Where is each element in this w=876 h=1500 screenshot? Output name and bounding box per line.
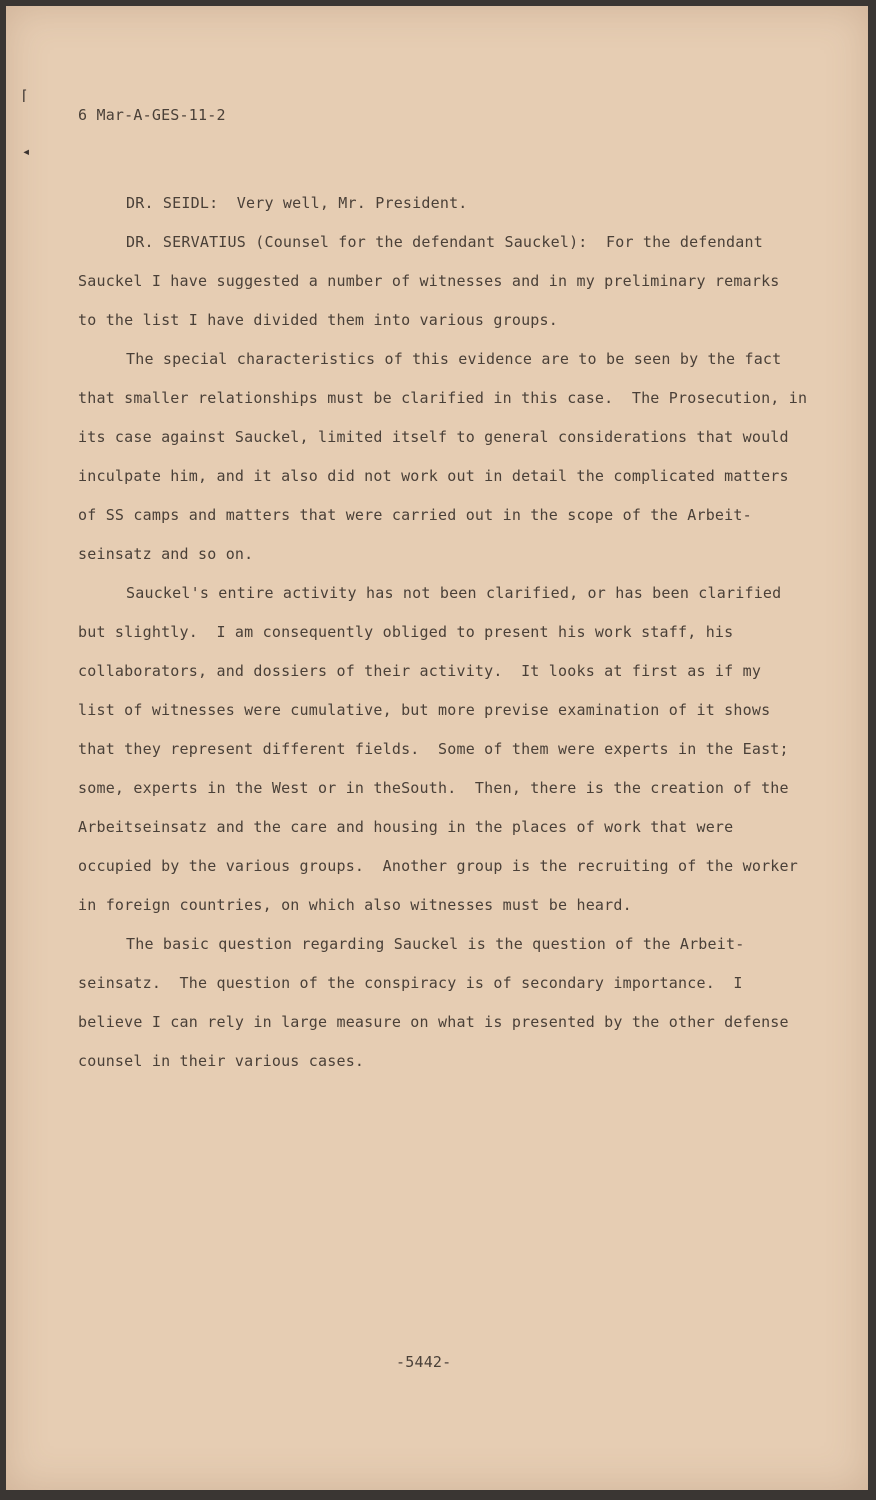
transcript-line: occupied by the various groups. Another group is the recruiting of the worker xyxy=(78,857,798,875)
transcript-paragraph xyxy=(78,340,838,574)
transcript-line: inculpate him, and it also did not work out in detail the complicated matters xyxy=(78,467,789,485)
transcript-line: its case against Sauckel, limited itself to general considerations that would xyxy=(78,428,789,446)
transcript-paragraph xyxy=(78,184,838,223)
margin-dot: ◂ xyxy=(22,144,31,160)
transcript-line: to the list I have divided them into various groups. xyxy=(78,311,558,329)
transcript-paragraph xyxy=(78,925,838,1081)
transcript-line: that they represent different fields. Some of them were experts in the East; xyxy=(78,740,789,758)
document-page xyxy=(6,6,868,1490)
page-number: -5442- xyxy=(396,1353,452,1371)
transcript-line: Sauckel's entire activity has not been clarified, or has been clarified xyxy=(126,584,782,602)
transcript-line: believe I can rely in large measure on what is presented by the other defense xyxy=(78,1013,789,1031)
transcript-line: DR. SEIDL: Very well, Mr. President. xyxy=(126,194,468,212)
transcript-line: The special characteristics of this evidence are to be seen by the fact xyxy=(126,350,782,368)
transcript-line: list of witnesses were cumulative, but more previse examination of it shows xyxy=(78,701,771,719)
transcript-line: that smaller relationships must be clarified in this case. The Prosecution, in xyxy=(78,389,808,407)
transcript-line: in foreign countries, on which also witnesses must be heard. xyxy=(78,896,632,914)
transcript-paragraph xyxy=(78,223,838,340)
transcript-line: some, experts in the West or in theSouth. Then, there is the creation of the xyxy=(78,779,789,797)
transcript-line: The basic question regarding Sauckel is the question of the Arbeit- xyxy=(126,935,745,953)
transcript-body xyxy=(78,184,838,1081)
transcript-line: but slightly. I am consequently obliged to present his work staff, his xyxy=(78,623,734,641)
transcript-line: of SS camps and matters that were carried out in the scope of the Arbeit- xyxy=(78,506,752,524)
margin-mark: ⌈ xyxy=(20,88,29,104)
transcript-line: Arbeitseinsatz and the care and housing in the places of work that were xyxy=(78,818,734,836)
transcript-line: collaborators, and dossiers of their activity. It looks at first as if my xyxy=(78,662,762,680)
transcript-line: DR. SERVATIUS (Counsel for the defendant Sauckel): For the defendant xyxy=(126,233,763,251)
transcript-line: seinsatz and so on. xyxy=(78,545,254,563)
transcript-paragraph xyxy=(78,574,838,925)
document-id: 6 Mar-A-GES-11-2 xyxy=(78,106,226,124)
transcript-line: Sauckel I have suggested a number of witnesses and in my preliminary remarks xyxy=(78,272,780,290)
transcript-line: counsel in their various cases. xyxy=(78,1052,365,1070)
transcript-line: seinsatz. The question of the conspiracy is of secondary importance. I xyxy=(78,974,743,992)
